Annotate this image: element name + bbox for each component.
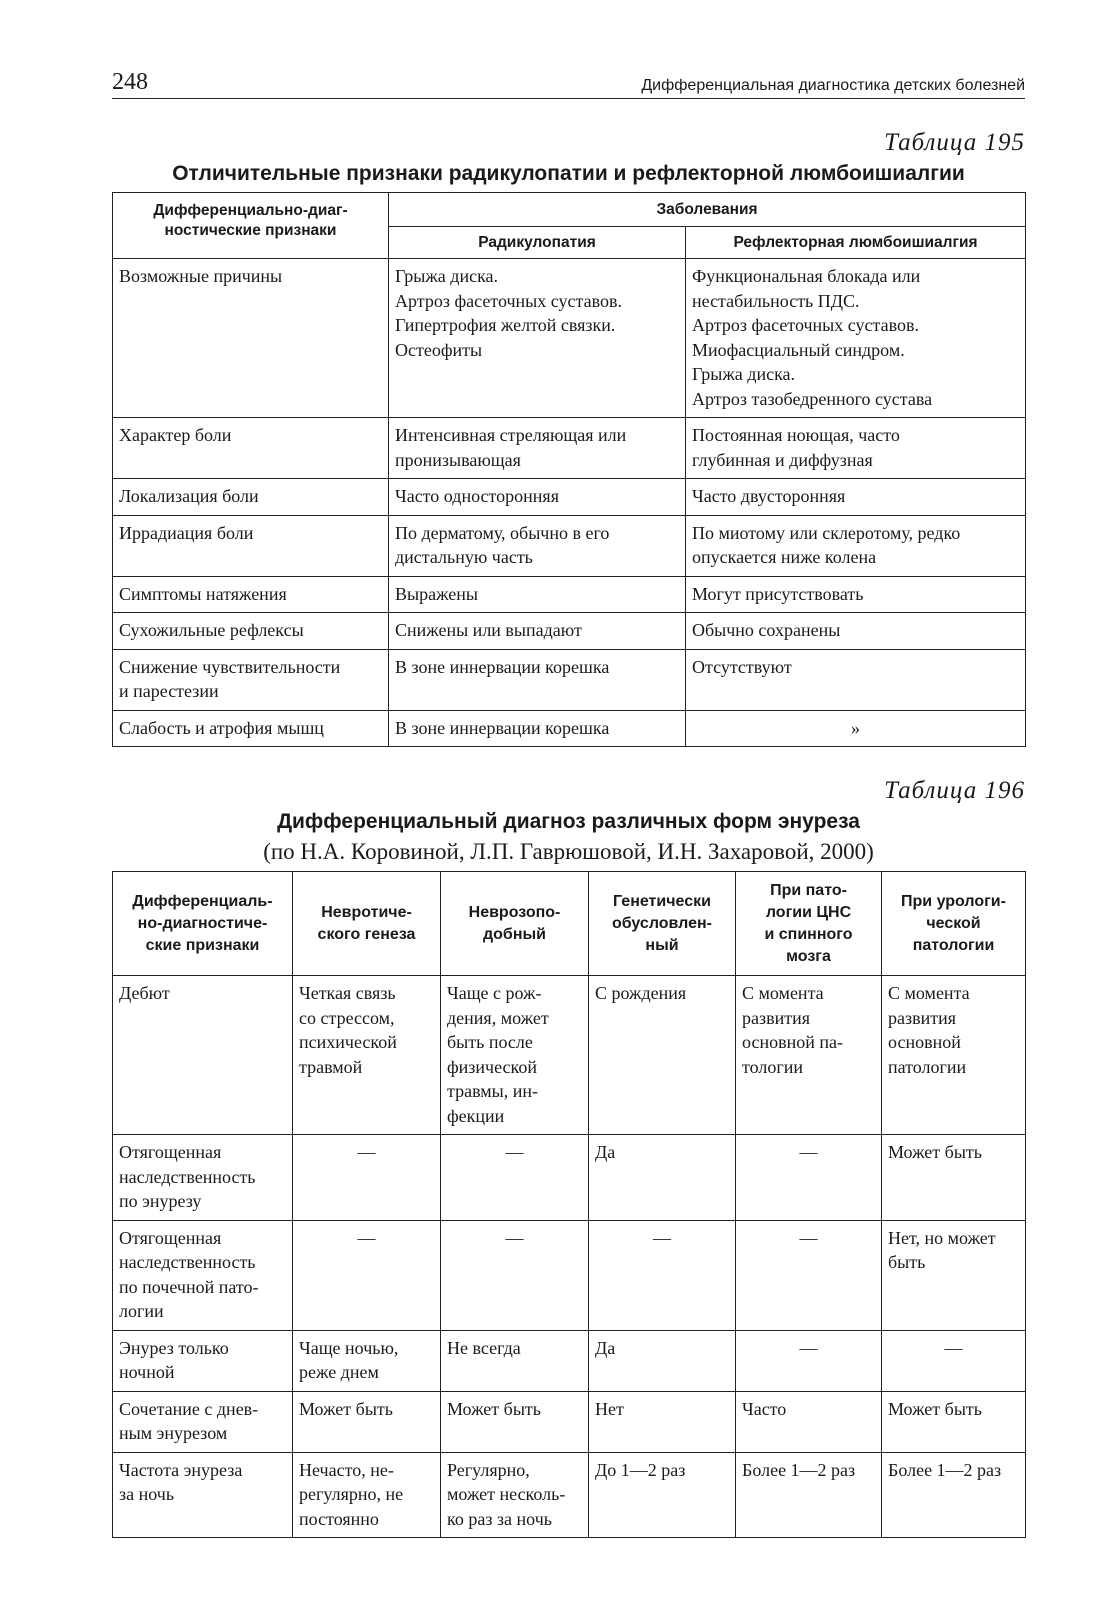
t195-criterion: Характер боли — [113, 418, 389, 479]
book-page — [112, 60, 1025, 1538]
t196-cell: Более 1—2 раз — [882, 1452, 1026, 1538]
t195-radiculopathy-cell: Интенсивная стреляющая или пронизывающая — [389, 418, 686, 479]
t195-criterion: Сухожильные рефлексы — [113, 613, 389, 650]
table-row — [113, 1135, 1026, 1221]
t196-cell: Может быть — [882, 1391, 1026, 1452]
t196-criterion: Энурез только ночной — [113, 1330, 293, 1391]
t196-cell: — — [589, 1220, 736, 1330]
t195-criterion: Локализация боли — [113, 479, 389, 516]
t196-criterion: Сочетание с днев- ным энурезом — [113, 1391, 293, 1452]
page-number: 248 — [112, 69, 148, 95]
t196-header-genetic: Генетически обусловлен- ный — [589, 872, 736, 976]
table-196-block — [112, 775, 1025, 1538]
t195-lumboischialgia-cell: Обычно сохранены — [686, 613, 1026, 650]
t196-cell: Часто — [736, 1391, 882, 1452]
t196-cell: — — [736, 1220, 882, 1330]
t196-cell: — — [882, 1330, 1026, 1391]
table-196-title: Дифференциальный диагноз различных форм энуреза — [277, 810, 860, 833]
table-row — [113, 710, 1026, 747]
table-row — [113, 259, 1026, 418]
t195-radiculopathy-cell: Выражены — [389, 576, 686, 613]
running-head — [112, 60, 1025, 99]
table-196-subtitle: (по Н.А. Коровиной, Л.П. Гаврюшовой, И.Н. Захаровой, 2000) — [263, 839, 874, 864]
t195-radiculopathy-cell: По дерматому, обычно в его дистальную часть — [389, 515, 686, 576]
t196-cell: — — [736, 1330, 882, 1391]
table-row — [113, 1330, 1026, 1391]
t195-criterion: Слабость и атрофия мышц — [113, 710, 389, 747]
table-row — [113, 515, 1026, 576]
t196-cell: — — [293, 1135, 441, 1221]
t195-criterion: Возможные причины — [113, 259, 389, 418]
t196-cell: Может быть — [882, 1135, 1026, 1221]
t196-cell: Нечасто, не- регулярно, не постоянно — [293, 1452, 441, 1538]
t196-cell: До 1—2 раз — [589, 1452, 736, 1538]
table-195-title: Отличительные признаки радикулопатии и рефлекторной люмбоишиалгии — [172, 162, 965, 185]
t196-criterion: Частота энуреза за ночь — [113, 1452, 293, 1538]
t196-cell: Чаще с рож- дения, может быть после физической травмы, ин- фекции — [441, 976, 589, 1135]
t196-cell: Более 1—2 раз — [736, 1452, 882, 1538]
t195-lumboischialgia-cell: Постоянная ноющая, часто глубинная и диффузная — [686, 418, 1026, 479]
table-195-caption: Таблица 195 — [884, 129, 1025, 156]
t196-cell: Чаще ночью, реже днем — [293, 1330, 441, 1391]
t196-cell: Да — [589, 1135, 736, 1221]
t196-cell: Может быть — [441, 1391, 589, 1452]
table-row — [113, 1452, 1026, 1538]
table-row — [113, 613, 1026, 650]
t196-cell: Может быть — [293, 1391, 441, 1452]
t195-lumboischialgia-cell: Функциональная блокада или нестабильность ПДС. Артроз фасеточных суставов. Миофасциальный синдром. Грыжа диска. Артроз тазобедренного сустава — [686, 259, 1026, 418]
t195-criterion: Иррадиация боли — [113, 515, 389, 576]
t195-radiculopathy-cell: В зоне иннервации корешка — [389, 649, 686, 710]
t196-header-criteria: Дифференциаль- но-диагностиче- ские признаки — [113, 872, 293, 976]
t196-cell: С момента развития основной па- тологии — [736, 976, 882, 1135]
t196-criterion: Отягощенная наследственность по энурезу — [113, 1135, 293, 1221]
t195-criterion: Симптомы натяжения — [113, 576, 389, 613]
t196-cell: Да — [589, 1330, 736, 1391]
t196-cell: Нет, но может быть — [882, 1220, 1026, 1330]
table-row — [113, 1391, 1026, 1452]
t195-radiculopathy-cell: В зоне иннервации корешка — [389, 710, 686, 747]
table-row — [113, 1220, 1026, 1330]
t196-cell: Четкая связь со стрессом, психической травмой — [293, 976, 441, 1135]
t196-cell: Регулярно, может несколь- ко раз за ночь — [441, 1452, 589, 1538]
table-row — [113, 479, 1026, 516]
t196-cell: Нет — [589, 1391, 736, 1452]
table-row — [113, 576, 1026, 613]
table-196-caption: Таблица 196 — [884, 777, 1025, 804]
t195-header-radiculopathy: Радикулопатия — [389, 227, 686, 259]
t195-lumboischialgia-cell: » — [686, 710, 1026, 747]
t196-header-neurosis-like: Неврозопо- добный — [441, 872, 589, 976]
table-row — [113, 976, 1026, 1135]
t195-header-criteria: Дифференциально-диаг- ностические признаки — [113, 193, 389, 259]
t196-cell: — — [736, 1135, 882, 1221]
t196-cell: С момента развития основной патологии — [882, 976, 1026, 1135]
t196-criterion: Отягощенная наследственность по почечной пато- логии — [113, 1220, 293, 1330]
running-head-title: Дифференциальная диагностика детских болезней — [641, 77, 1025, 94]
t195-header-lumboischialgia: Рефлекторная люмбоишиалгия — [686, 227, 1026, 259]
t196-cell: С рождения — [589, 976, 736, 1135]
t196-header-cns-pathology: При пато- логии ЦНС и спинного мозга — [736, 872, 882, 976]
table-row — [113, 418, 1026, 479]
t196-criterion: Дебют — [113, 976, 293, 1135]
t196-header-urologic: При урологи- ческой патологии — [882, 872, 1026, 976]
t196-cell: Не всегда — [441, 1330, 589, 1391]
t196-header-neurotic: Невротиче- ского генеза — [293, 872, 441, 976]
t195-lumboischialgia-cell: Могут присутствовать — [686, 576, 1026, 613]
t195-header-diseases: Заболевания — [389, 193, 1026, 227]
t195-lumboischialgia-cell: Часто двусторонняя — [686, 479, 1026, 516]
t196-cell: — — [441, 1220, 589, 1330]
table-196 — [112, 871, 1026, 1538]
t196-cell: — — [441, 1135, 589, 1221]
table-row — [113, 649, 1026, 710]
t196-cell: — — [293, 1220, 441, 1330]
t195-criterion: Снижение чувствительности и парестезии — [113, 649, 389, 710]
table-195 — [112, 192, 1026, 747]
t195-radiculopathy-cell: Снижены или выпадают — [389, 613, 686, 650]
t195-lumboischialgia-cell: По миотому или склеротому, редко опускается ниже колена — [686, 515, 1026, 576]
table-195-block — [112, 127, 1025, 747]
t195-radiculopathy-cell: Часто односторонняя — [389, 479, 686, 516]
t195-lumboischialgia-cell: Отсутствуют — [686, 649, 1026, 710]
t195-radiculopathy-cell: Грыжа диска. Артроз фасеточных суставов. Гипертрофия желтой связки. Остеофиты — [389, 259, 686, 418]
